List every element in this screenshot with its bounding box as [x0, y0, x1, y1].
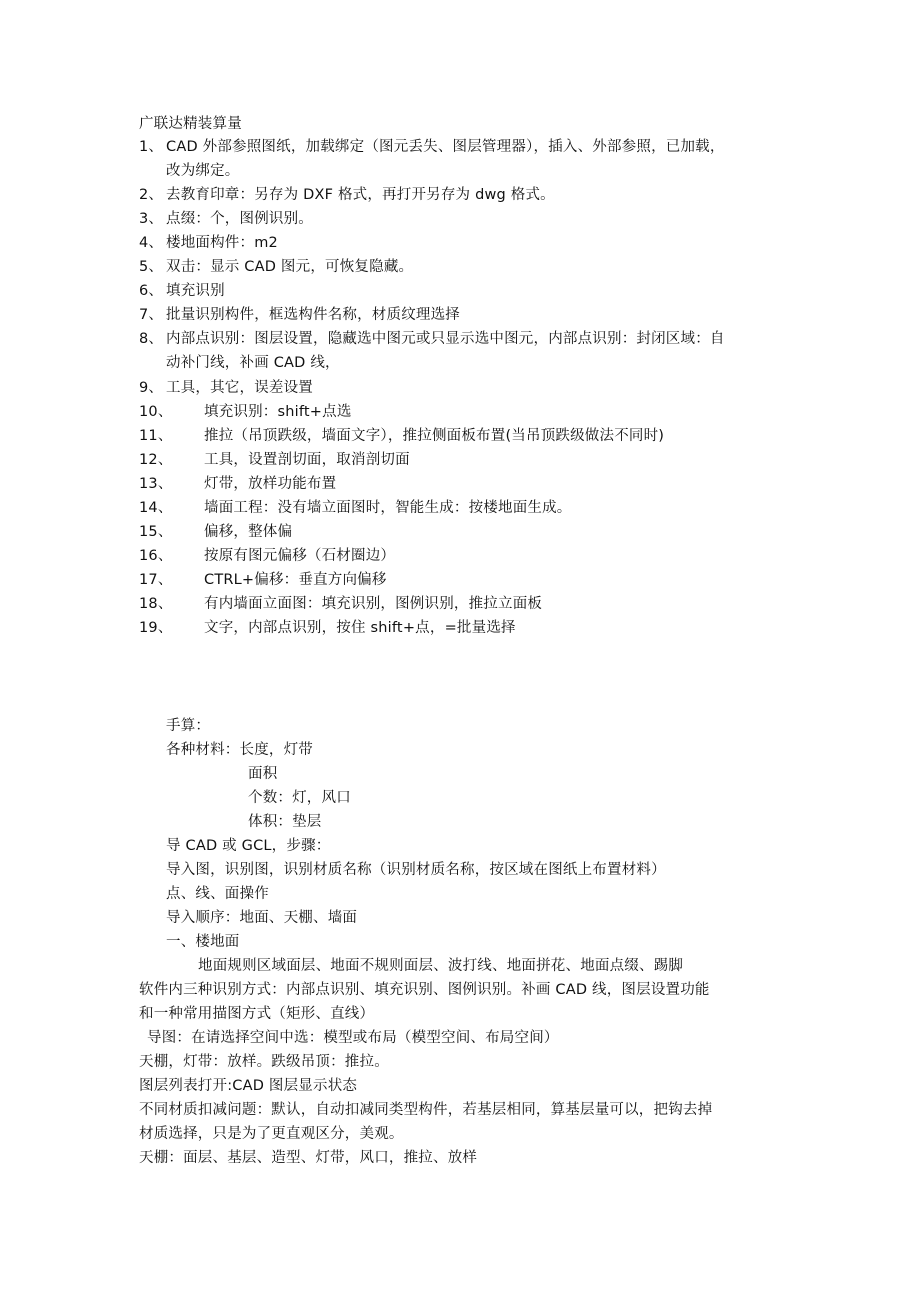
note-line: 图层列表打开:CAD 图层显示状态: [139, 1078, 358, 1094]
list-item-number: 5、: [139, 259, 164, 275]
list-item-text: 文字，内部点识别，按住 shift+点，=批量选择: [204, 620, 516, 636]
note-line: 导入图，识别图，识别材质名称（识别材质名称，按区域在图纸上布置材料）: [166, 862, 666, 878]
list-item-text: 楼地面构件：m2: [166, 235, 278, 251]
note-line: 地面规则区域面层、地面不规则面层、波打线、地面拼花、地面点缀、踢脚: [198, 958, 684, 974]
note-line: 个数：灯，风口: [248, 790, 351, 806]
note-line: 天棚：面层、基层、造型、灯带，风口，推拉、放样: [139, 1150, 478, 1166]
list-item-text: 填充识别：shift+点选: [204, 404, 352, 420]
list-item-number: 16、: [139, 548, 173, 564]
list-item-text: 双击：显示 CAD 图元，可恢复隐藏。: [166, 259, 414, 275]
list-item-number: 14、: [139, 500, 173, 516]
note-line: 面积: [248, 766, 278, 782]
note-line: 导入顺序：地面、天棚、墙面: [166, 910, 358, 926]
list-item-number: 11、: [139, 428, 173, 444]
list-item-text: 有内墙面立面图：填充识别，图例识别，推拉立面板: [204, 596, 543, 612]
list-item-text: 点缀：个，图例识别。: [166, 211, 313, 227]
list-item-number: 13、: [139, 476, 173, 492]
list-item-number: 10、: [139, 404, 173, 420]
note-line: 体积：垫层: [248, 814, 322, 830]
list-item-number: 9、: [139, 380, 164, 396]
list-item-number: 7、: [139, 307, 164, 323]
list-item-text: 填充识别: [166, 283, 225, 299]
list-item-text: 偏移，整体偏: [204, 524, 293, 540]
note-line: 一、楼地面: [166, 934, 240, 950]
list-item-number: 6、: [139, 283, 164, 299]
list-item-text: 批量识别构件，框选构件名称，材质纹理选择: [166, 307, 460, 323]
note-line: 各种材料：长度，灯带: [166, 742, 313, 758]
list-item-text: 改为绑定。: [166, 163, 240, 179]
list-item-text: 墙面工程：没有墙立面图时，智能生成：按楼地面生成。: [204, 500, 572, 516]
note-line: 导 CAD 或 GCL，步骤：: [166, 838, 331, 854]
list-item-text: CAD 外部参照图纸，加载绑定（图元丢失、图层管理器），插入、外部参照，已加载，: [166, 139, 725, 155]
list-item-number: 1、: [139, 139, 164, 155]
list-item-number: 2、: [139, 187, 164, 203]
list-item-number: 8、: [139, 331, 164, 347]
note-line: 材质选择，只是为了更直观区分，美观。: [139, 1126, 404, 1142]
note-line: 软件内三种识别方式：内部点识别、填充识别、图例识别。补画 CAD 线，图层设置功能: [139, 982, 710, 998]
list-item-text: 内部点识别：图层设置，隐藏选中图元或只显示选中图元，内部点识别：封闭区域：自: [166, 331, 725, 347]
list-item-text: 工具，设置剖切面，取消剖切面: [204, 452, 410, 468]
note-line: 手算：: [166, 718, 211, 734]
list-item-number: 15、: [139, 524, 173, 540]
note-line: 点、线、面操作: [166, 886, 269, 902]
list-item-text: 工具，其它，误差设置: [166, 380, 313, 396]
list-item-text: 按原有图元偏移（石材圈边）: [204, 548, 396, 564]
list-item-number: 12、: [139, 452, 173, 468]
list-item-number: 18、: [139, 596, 173, 612]
list-item-text: 去教育印章：另存为 DXF 格式，再打开另存为 dwg 格式。: [166, 187, 555, 203]
list-item-number: 3、: [139, 211, 164, 227]
list-item-number: 17、: [139, 572, 173, 588]
list-item-text: 动补门线，补画 CAD 线，: [166, 355, 340, 371]
list-item-number: 4、: [139, 235, 164, 251]
list-item-text: CTRL+偏移：垂直方向偏移: [204, 572, 387, 588]
note-line: 天棚，灯带：放样。跌级吊顶：推拉。: [139, 1054, 389, 1070]
list-item-number: 19、: [139, 620, 173, 636]
list-item-text: 推拉（吊顶跌级，墙面文字），推拉侧面板布置(当吊顶跌级做法不同时): [204, 428, 665, 444]
note-line: 和一种常用描图方式（矩形、直线）: [139, 1006, 375, 1022]
note-line: 导图：在请选择空间中选：模型或布局（模型空间、布局空间）: [147, 1030, 559, 1046]
note-line: 不同材质扣减问题：默认，自动扣减同类型构件，若基层相同，算基层量可以，把钩去掉: [139, 1102, 713, 1118]
list-item-text: 灯带，放样功能布置: [204, 476, 337, 492]
document-title: 广联达精装算量: [139, 116, 242, 132]
